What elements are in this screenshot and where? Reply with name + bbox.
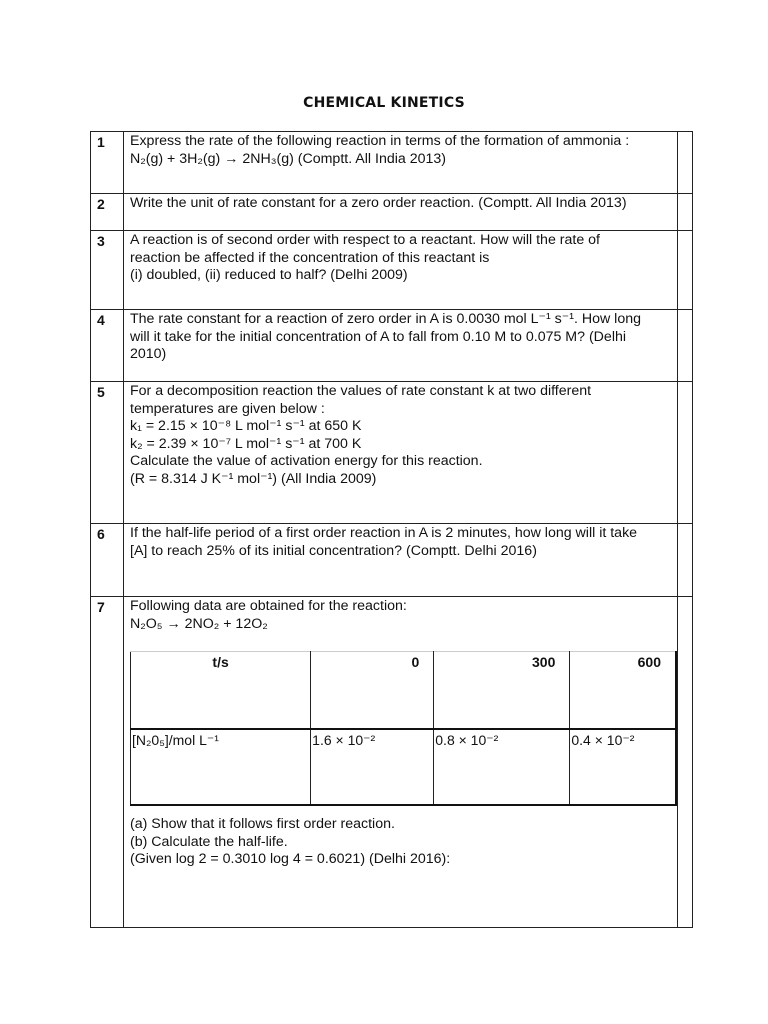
- question-text: [124, 382, 678, 524]
- side-cell: [678, 524, 693, 597]
- side-cell: [678, 382, 693, 524]
- question-text: [124, 524, 678, 597]
- question-line: The rate constant for a reaction of zero order in A is 0.0030 mol L⁻¹ s⁻¹. How long: [130, 311, 642, 327]
- question-line: Write the unit of rate constant for a zero order reaction. (Comptt. All India 2013): [130, 195, 627, 211]
- question-row: [91, 382, 693, 524]
- side-cell: [678, 597, 693, 928]
- question-line: k₂ = 2.39 × 10⁻⁷ L mol⁻¹ s⁻¹ at 700 K: [130, 435, 362, 452]
- page-title: CHEMICAL KINETICS: [303, 95, 465, 111]
- question-text: [124, 194, 678, 231]
- question-row: [91, 194, 693, 231]
- question-number: 5: [91, 382, 124, 524]
- question-row: [91, 597, 693, 928]
- question-line: (Given log 2 = 0.3010 log 4 = 0.6021) (Delhi 2016):: [130, 851, 451, 867]
- question-line: (b) Calculate the half-life.: [130, 833, 288, 850]
- header-cell: 0: [311, 652, 434, 730]
- question-line: 2010): [130, 346, 167, 362]
- question-line: reaction be affected if the concentration of this reactant is: [130, 249, 490, 266]
- question-row: [91, 231, 693, 310]
- header-cell: t/s: [131, 652, 311, 730]
- header-cell: 600: [570, 652, 676, 730]
- side-cell: [678, 231, 693, 310]
- question-line: (R = 8.314 J K⁻¹ mol⁻¹) (All India 2009): [130, 470, 377, 487]
- question-row: [91, 524, 693, 597]
- data-cell: 0.4 × 10⁻²: [570, 729, 676, 805]
- data-table-header-row: [131, 652, 677, 730]
- kinetics-data-table: [130, 651, 677, 806]
- question-line: For a decomposition reaction the values of rate constant k at two different: [130, 383, 592, 399]
- question-row: [91, 132, 693, 194]
- question-number: 6: [91, 524, 124, 597]
- question-line: (i) doubled, (ii) reduced to half? (Delhi 2009): [130, 267, 408, 283]
- question-line: A reaction is of second order with respect to a reactant. How will the rate of: [130, 232, 600, 248]
- data-cell: [N₂0₅]/mol L⁻¹: [131, 729, 311, 805]
- side-cell: [678, 132, 693, 194]
- question-line: If the half-life period of a first order reaction in A is 2 minutes, how long will it take: [130, 525, 638, 541]
- question-line: Calculate the value of activation energy for this reaction.: [130, 453, 483, 469]
- side-cell: [678, 194, 693, 231]
- side-cell: [678, 310, 693, 382]
- data-table-row: [131, 729, 677, 805]
- question-line: Following data are obtained for the reaction:: [130, 598, 407, 614]
- question-number: 2: [91, 194, 124, 231]
- question-line: N₂O₅ → 2NO₂ + 12O₂: [130, 615, 268, 632]
- question-line: temperatures are given below :: [130, 400, 325, 417]
- question-text: [124, 231, 678, 310]
- question-number: 7: [91, 597, 124, 928]
- question-number: 3: [91, 231, 124, 310]
- question-line: N₂(g) + 3H₂(g) → 2NH₃(g) (Comptt. All India 2013): [130, 150, 447, 167]
- header-cell: 300: [434, 652, 570, 730]
- questions-table: [90, 131, 693, 928]
- question-text: [124, 132, 678, 194]
- question-line: (a) Show that it follows first order reaction.: [130, 816, 395, 832]
- question-text: [124, 597, 678, 928]
- data-cell: 0.8 × 10⁻²: [434, 729, 570, 805]
- question-line: [A] to reach 25% of its initial concentration? (Comptt. Delhi 2016): [130, 542, 537, 559]
- question-row: [91, 310, 693, 382]
- data-cell: 1.6 × 10⁻²: [311, 729, 434, 805]
- question-number: 4: [91, 310, 124, 382]
- question-line: Express the rate of the following reaction in terms of the formation of ammonia :: [130, 133, 630, 149]
- question-line: k₁ = 2.15 × 10⁻⁸ L mol⁻¹ s⁻¹ at 650 K: [130, 418, 362, 434]
- question-number: 1: [91, 132, 124, 194]
- question-line: will it take for the initial concentration of A to fall from 0.10 M to 0.075 M? (Delhi: [130, 328, 627, 345]
- question-text: [124, 310, 678, 382]
